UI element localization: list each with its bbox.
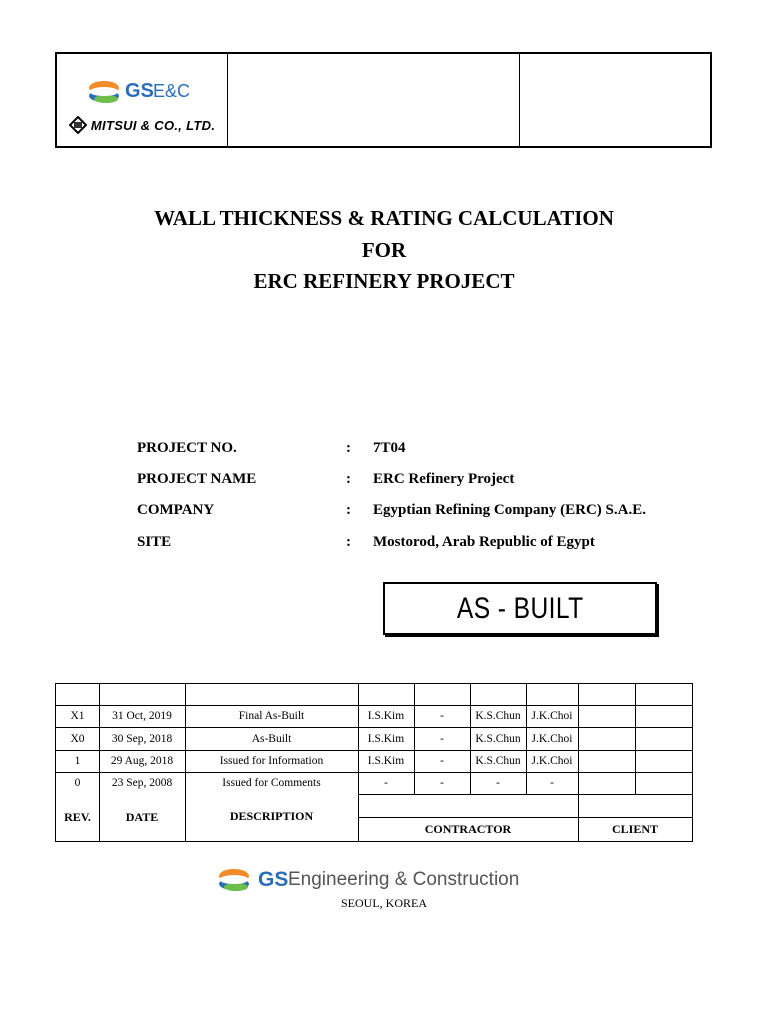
gs-brand-text: GS	[258, 868, 289, 891]
mitsui-text: MITSUI & CO., LTD.	[90, 118, 216, 133]
gs-swirl-icon	[87, 78, 121, 108]
info-label: PROJECT NO.	[137, 440, 237, 456]
info-label: SITE	[137, 534, 172, 550]
signature-cell: J.K.Choi	[531, 710, 573, 722]
title-line-2: FOR	[361, 238, 407, 262]
location-text: SEOUL, KOREA	[341, 896, 427, 910]
gs-brand-text: GS	[125, 80, 154, 102]
description-cell: Issued for Information	[219, 755, 324, 767]
gs-ec-logo	[87, 76, 227, 110]
signature-cell: I.S.Kim	[367, 732, 405, 745]
signature-cell: J.K.Choi	[531, 755, 573, 767]
info-value: ERC Refinery Project	[373, 471, 515, 487]
info-colon: :	[346, 534, 351, 550]
info-colon: :	[346, 440, 351, 456]
signature-cell: I.S.Kim	[367, 710, 405, 722]
signature-cell: -	[440, 755, 444, 767]
signature-cell: J.K.Choi	[531, 732, 573, 745]
header-box	[55, 52, 712, 148]
signature-cell: K.S.Chun	[475, 732, 521, 745]
signature-cell: I.S.Kim	[367, 755, 405, 767]
rev-cell: X1	[70, 710, 85, 722]
date-cell: 31 Oct, 2019	[112, 710, 172, 722]
info-label: PROJECT NAME	[137, 471, 257, 487]
description-cell: As-Built	[251, 732, 292, 745]
signature-cell: -	[384, 777, 388, 789]
signature-cell: K.S.Chun	[475, 755, 521, 767]
header-divider	[227, 54, 228, 146]
as-built-stamp	[383, 582, 657, 635]
gs-swirl-icon	[216, 866, 252, 896]
signature-cell: K.S.Chun	[475, 710, 521, 722]
company-name-text: Engineering & Construction	[288, 869, 520, 890]
signature-cell: -	[550, 777, 554, 789]
header-divider	[519, 54, 520, 146]
info-value: Mostorod, Arab Republic of Egypt	[373, 534, 595, 550]
contractor-header: CONTRACTOR	[424, 821, 512, 836]
signature-cell: -	[440, 710, 444, 722]
mitsui-logo	[69, 116, 215, 134]
info-value: 7T04	[373, 440, 406, 456]
signature-cell: -	[496, 777, 500, 789]
signature-cell: -	[440, 777, 444, 789]
client-header: CLIENT	[611, 821, 658, 836]
description-cell: Final As-Built	[238, 710, 305, 722]
date-cell: 29 Aug, 2018	[110, 755, 174, 767]
gs-suffix-text: E&C	[153, 81, 191, 101]
rev-cell: X0	[70, 732, 85, 745]
date-cell: 23 Sep, 2008	[111, 777, 173, 789]
description-header: DESCRIPTION	[229, 809, 314, 823]
stamp-text: AS - BUILT	[456, 591, 584, 625]
rev-cell: 1	[74, 755, 81, 767]
revision-table	[55, 683, 693, 842]
rev-header: REV.	[64, 810, 91, 824]
rev-cell: 0	[74, 777, 81, 789]
date-header: DATE	[125, 810, 159, 824]
title-line-1: WALL THICKNESS & RATING CALCULATION	[154, 206, 614, 230]
description-cell: Issued for Comments	[222, 777, 321, 789]
gs-engineering-logo	[216, 866, 556, 898]
info-colon: :	[346, 502, 351, 518]
mitsui-diamond-icon	[69, 116, 87, 134]
info-label: COMPANY	[137, 502, 215, 518]
date-cell: 30 Sep, 2018	[111, 732, 173, 745]
signature-cell: -	[440, 732, 444, 745]
info-colon: :	[346, 471, 351, 487]
title-line-3: ERC REFINERY PROJECT	[253, 269, 515, 293]
info-value: Egyptian Refining Company (ERC) S.A.E.	[373, 502, 646, 518]
